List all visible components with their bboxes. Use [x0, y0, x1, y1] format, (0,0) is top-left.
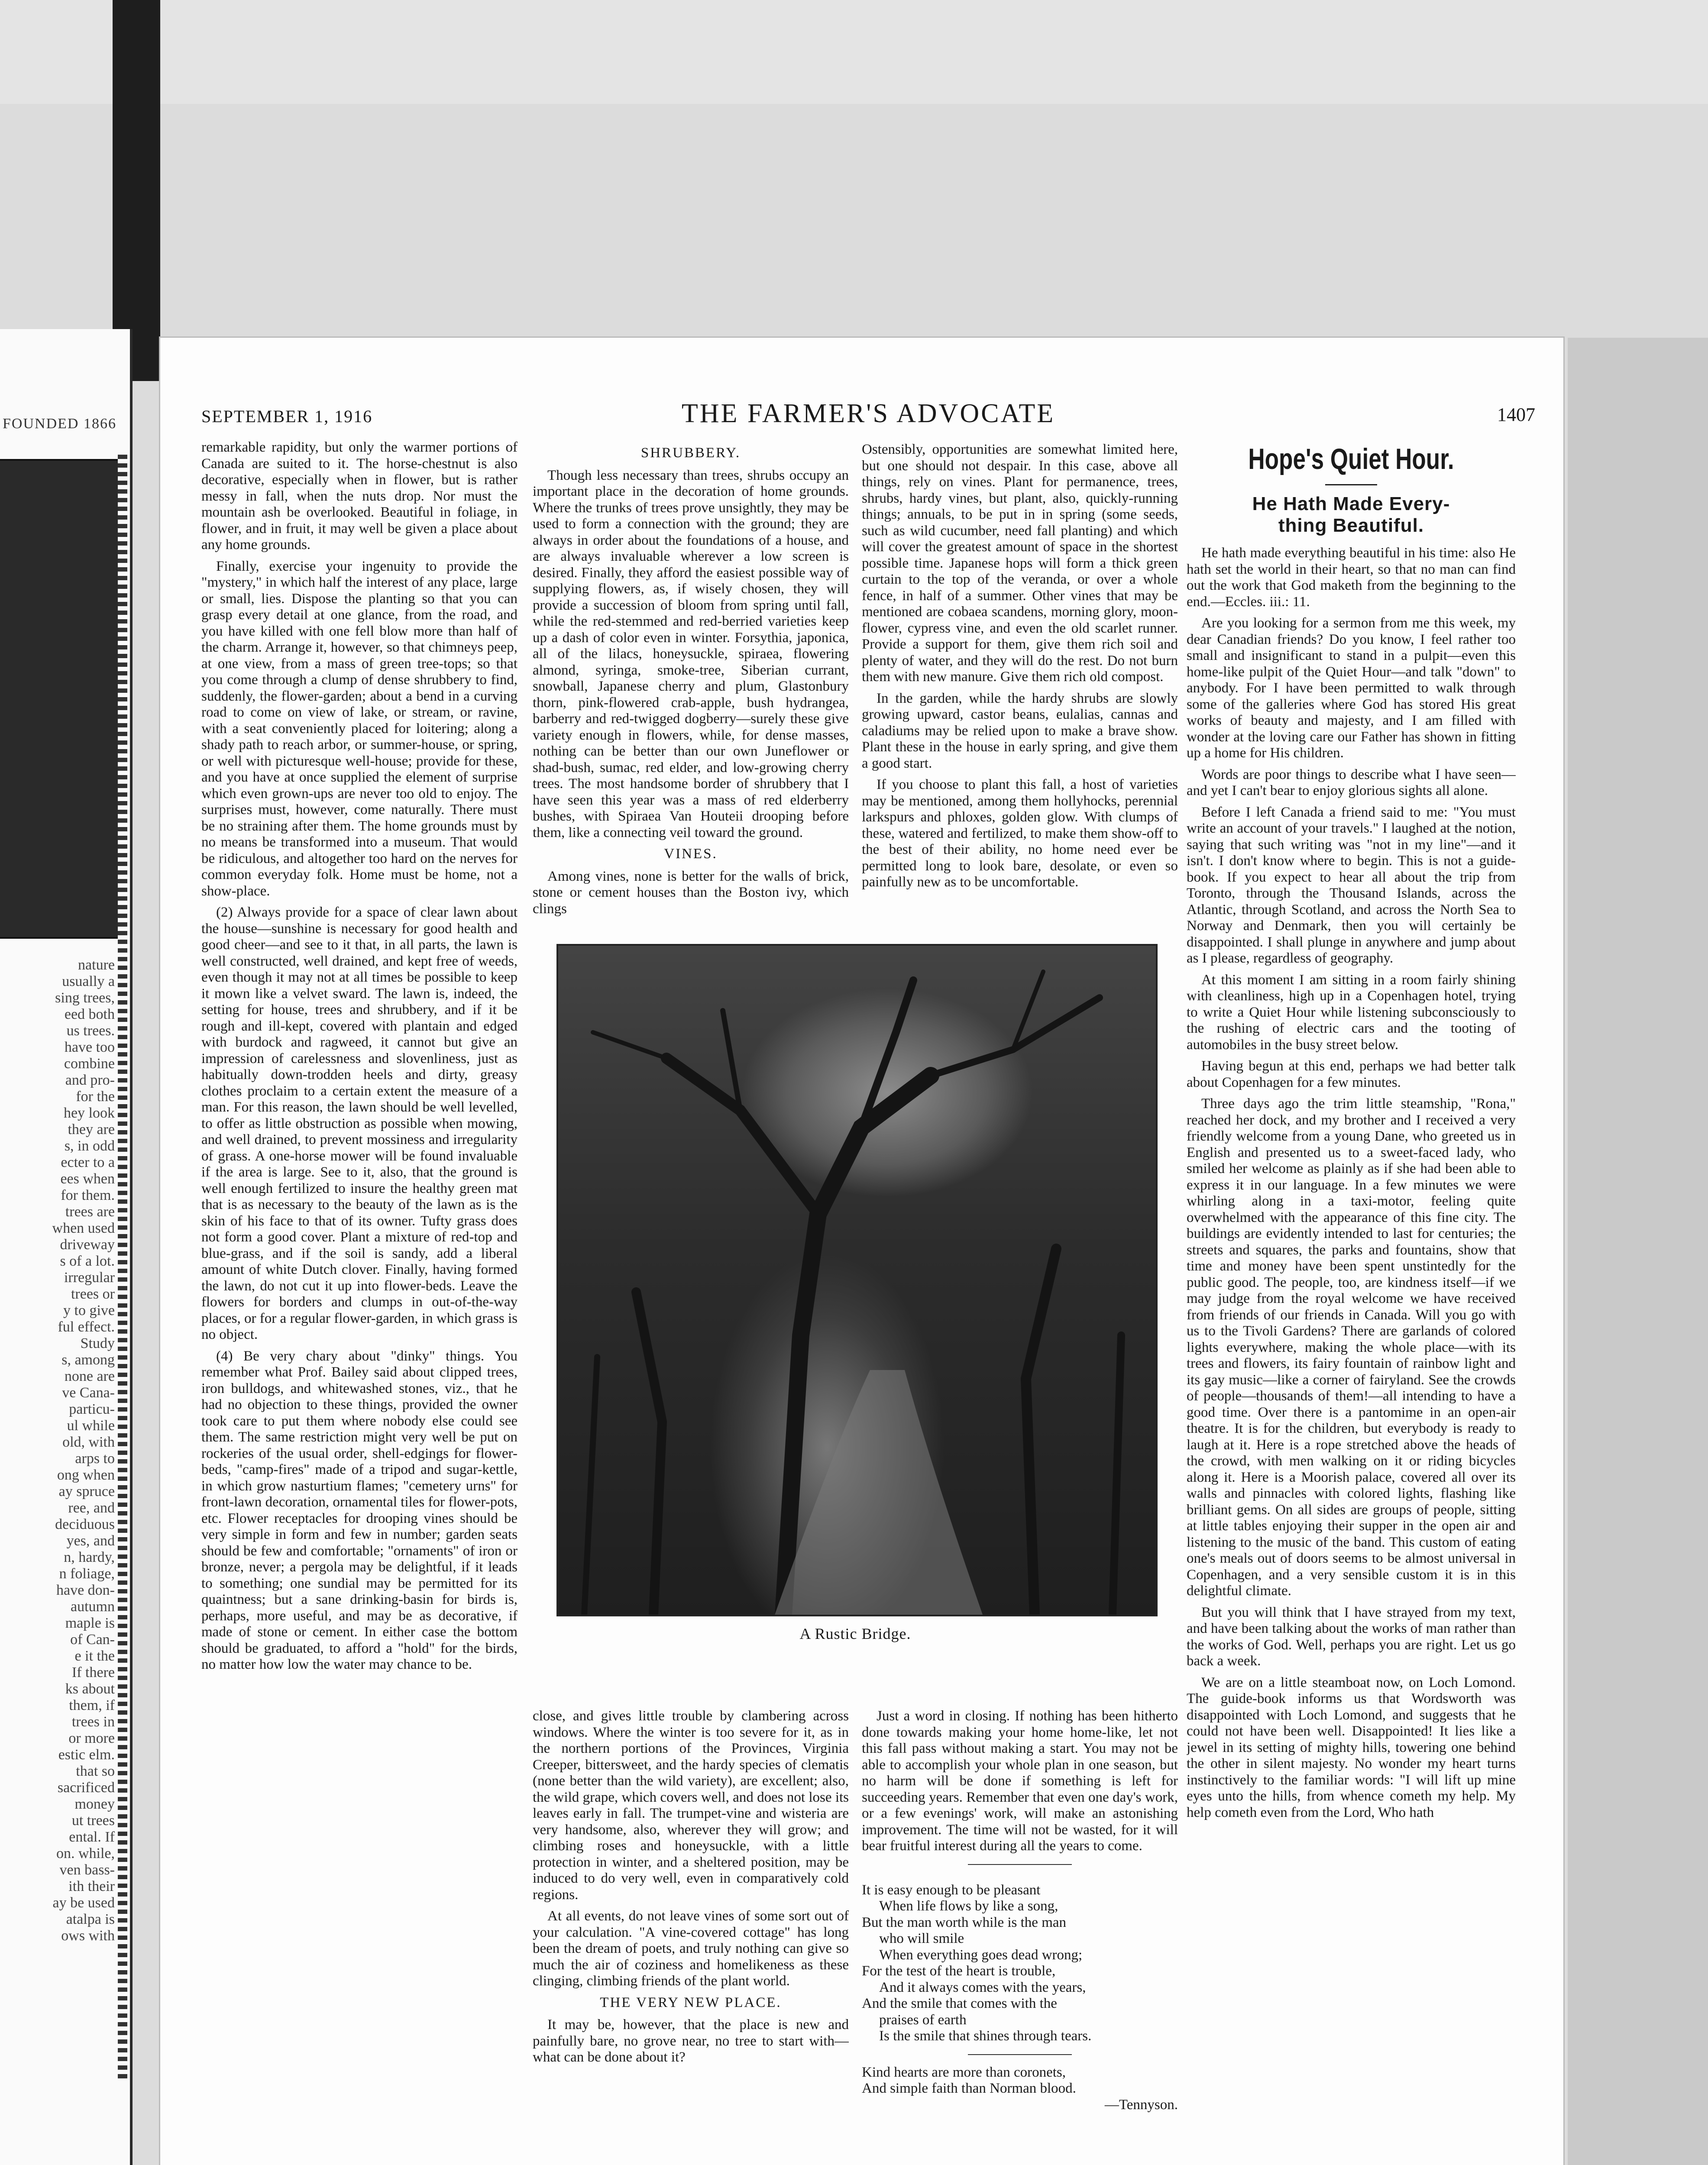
previous-page-fragment: irregular [64, 1270, 115, 1286]
paragraph: (2) Always provide for a space of clear lawn about the house—sunshine is necessary for good health and good cheer—and see to it that, in all parts, the lawn is well constructed, well drained, and kept free of weeds, even though it may not at all times be possible to keep it mown like a velvet sward. The lawn is, indeed, the setting for house, trees and shrubbery, and if it be rough and ill-kept, covered with plantain and edged with burdock and ragweed, it cannot but give an impression of carelessness and slovenliness, just as habitually down-trodden heels and dirty, greasy clothes proclaim to a certain extent the measure of a man. For this reason, the lawn should be well levelled, to offer as little obstruction as possible when mowing, and well drained, to prevent mossiness and irregularity of grass. A one-horse mower will be found invaluable if the area is large. See to it, also, that the ground is well enough fertilized to insure the healthy green mat that is as necessary to the beauty of the lawn as is the skin of his face to that of its owner. Tufty grass does not form a good cover. Plant a mixture of red-top and blue-grass, and if the soil is sandy, add a liberal amount of white Dutch clover. Finally, having formed the lawn, do not cut it up into flower-beds. Leave the flowers for borders and clumps in out-of-the-way places, or for a regular flower-garden, in which grass is no object. [201, 905, 518, 1342]
film-frame-top [0, 0, 1708, 104]
paragraph: (4) Be very chary about "dinky" things. You remember what Prof. Bailey said about clipped trees, iron bulldogs, and whitewashed stones, viz., that he had no objection to these things, provided the owner took care to put them where nobody else could see them. The same restriction might very well be put on rockeries of the usual order, shell-edgings for flower-beds, "camp-fires" made of a tripod and sugar-kettle, in which grow nasturtium flames; "cemetery urns" for front-lawn decoration, ornamental tiles for flower-pots, etc. Flower receptacles for drooping vines should be very simple in form and few in number; garden seats should be few and comfortable; "ornaments" of iron or bronze, never; a pergola may be delightful, if it leads to something; one sundial may be permitted for its quaintness; but a sane drinking-basin for birds is, perhaps, more useful, and may be as decorative, if made of stone or cement. In either case the bottom should be graduated, to afford a "hold" for the birds, no matter how low the water may chance to be. [201, 1348, 518, 1672]
previous-page-fragment: ows with [61, 1928, 115, 1944]
poem-pleasant [862, 1882, 1178, 2045]
poem-line: For the test of the heart is trouble, [862, 1963, 1056, 1979]
previous-page-fragment: none are [64, 1368, 115, 1384]
previous-page-fragment: they are [68, 1121, 115, 1137]
previous-page-fragment: estic elm. [58, 1747, 115, 1763]
paragraph: Are you looking for a sermon from me this week, my dear Canadian friends? Do you know, I feel rather too small and insignificant to stand in a pulpit—even this home-like pulpit of the Quiet Hour—and talk "down" to anybody. For I have been permitted to walk through some of the galleries where God has stored His great works of beauty and majesty, and I am filled with wonder at the loving care our Father has shown in fitting up a home for His children. [1187, 615, 1516, 761]
running-head [201, 398, 1535, 429]
previous-page-fragment: ental. If [69, 1829, 115, 1845]
previous-page-fragment: s, among [61, 1352, 115, 1368]
paragraph: Though less necessary than trees, shrubs occupy an important place in the decoration of home grounds. Where the trunks of trees prove unsightly, they may be used to form a connection with the ground; they are always in order about the foundations of a house, and are always invaluable wherever a low screen is desired. Finally, they afford the easiest possible way of supplying flowers, as, if wisely chosen, they will provide a succession of bloom from spring until fall, while the red-stemmed and red-berried varieties keep up a dash of color even in winter. Forsythia, japonica, all of the lilacs, honeysuckle, spiraea, flowering almond, syringa, smoke-tree, Siberian currant, snowball, Japanese cherry and plum, Glastonbury thorn, pink-flowered crab-apple, bush hydrangea, barberry and red-twigged dogberry—surely these give variety enough in flowers, while, for dense masses, nothing can be better than our own Juneflower or shad-bush, sumac, red elder, and low-growing cherry trees. The most handsome border of shrubbery that I have seen this year was a mass of red elderberry bushes, with Spiraea Van Houteii drooping before them, like a connecting veil toward the ground. [533, 467, 849, 840]
previous-page-fragment: s of a lot. [60, 1253, 115, 1269]
previous-page-fragment: combine [64, 1056, 115, 1072]
poem-line: When everything goes dead wrong; [879, 1947, 1083, 1963]
rustic-bridge-photo [556, 944, 1158, 1616]
previous-page-fragment: money [74, 1796, 115, 1812]
previous-page-fragment: ks about [65, 1681, 115, 1697]
previous-page-fragment: deciduous [55, 1516, 115, 1532]
previous-page-fragment: ay be used [52, 1895, 115, 1911]
previous-page [0, 329, 133, 2165]
hopes-quiet-hour-title: Hope's Quiet Hour. [1248, 443, 1454, 475]
section-heading-shrubbery: SHRUBBERY. [640, 445, 741, 461]
column-2 [533, 442, 849, 927]
previous-page-fragment: hey look [63, 1105, 115, 1121]
previous-page-folio: FOUNDED 1866 [3, 416, 116, 432]
previous-page-fragment: autumn [71, 1599, 115, 1615]
previous-page-fragment: on. while, [56, 1845, 115, 1861]
film-edge-right [1568, 338, 1708, 2165]
paragraph: In the garden, while the hardy shrubs are slowly growing upward, castor beans, eulalias, cannas and caladiums may be relied upon to make a brave show. Plant these in the house in early spring, and give them a good start. [862, 690, 1178, 771]
poem-line: It is easy enough to be pleasant [862, 1882, 1041, 1898]
paragraph: Among vines, none is better for the walls of brick, stone or cement houses than the Boston ivy, which clings [533, 868, 849, 917]
issue-date: SEPTEMBER 1, 1916 [201, 407, 373, 426]
previous-page-fragment: ith their [68, 1878, 115, 1894]
previous-page-fragment: sacrificed [57, 1780, 115, 1796]
previous-page-fragment: ees when [60, 1171, 115, 1187]
previous-page-fragment: ve Cana- [62, 1385, 115, 1401]
previous-page-fragment: that so [76, 1763, 115, 1779]
previous-page-fragment: trees in [71, 1714, 115, 1730]
paragraph: Words are poor things to describe what I have seen—and yet I can't bear to enjoy glorious sights all alone. [1187, 766, 1516, 798]
paragraph: At all events, do not leave vines of some sort out of your calculation. "A vine-covered cottage" has long been the dream of poets, and truly nothing can give so much the air of coziness and homelikeness as these clinging, climbing friends of the plant world. [533, 1908, 849, 1989]
photo-caption: A Rustic Bridge. [799, 1625, 911, 1642]
paragraph: Before I left Canada a friend said to me: "You must write an account of your travels." I laughed at the notion, saying that such writing was "not in my line"—and it isn't. I don't know where to begin. This is not a guide-book. If you expect to hear all about the trip from Toronto, through the Thousand Islands, across the Atlantic, through Scotland, and across the North Sea to Norway and Denmark, then you will certainly be disappointed. I shall plunge in anywhere and jump about as I please, regardless of geography. [1187, 804, 1516, 966]
previous-page-fragment: or more [68, 1730, 115, 1746]
previous-page-fragment: arps to [75, 1451, 115, 1467]
previous-page-fragment: driveway [60, 1237, 115, 1253]
previous-page-fragment: ree, and [68, 1500, 115, 1516]
previous-page-fragment: them, if [69, 1697, 115, 1713]
previous-page-fragment: eed both [64, 1006, 115, 1022]
previous-page-fragment: of Can- [70, 1632, 115, 1648]
paragraph: remarkable rapidity, but only the warmer portions of Canada are suited to it. The horse-chestnut is also decorative, especially when in flower, but is rather messy in fall, when the nuts drop. Nor must the mountain ash be overlooked. Beautiful in foliage, in flower, and in fruit, it may well be given a place about any home grounds. [201, 439, 518, 553]
previous-page-fragment: If there [71, 1664, 115, 1680]
page-number: 1407 [1497, 404, 1535, 425]
title-rule [1325, 484, 1377, 485]
column-2-lower [533, 1708, 849, 2133]
paragraph: Three days ago the trim little steamship, "Rona," reached her dock, and my brother and I received a very friendly welcome from a young Dane, who greeted us in English and presented us to a sweet-faced lady, who smiled her welcome as plainly as if she had been able to express it in our language. In a few minutes we were whirling along in a taxi-motor, feeling quite overwhelmed with the appearance of this fine city. The buildings are evidently intended to last for centuries; the streets and squares, the parks and fountains, show that time and money have been spent unstintedly for the public good. The people, too, are kindness itself—if we may judge from the royal welcome we have received from friends of our friends in Canada. Will you go with us to the Tivoli Gardens? There are garlands of colored lights everywhere, making the whole place—with its trees and flowers, its fairy fountain of rainbow light and its gay music—like a corner of fairyland. See the crowds of people—thousands of them!—all intending to have a good time. Over there is a pantomime in an open-air theatre. It is for the children, but everybody is ready to laugh at it. Here is a rope stretched above the heads of the crowd, with men walking on it or riding bicycles along it. Here is a Moorish palace, covered all over its walls and pinnacles with colored lights, flashing like brilliant gems. On all sides are groups of people, sitting at little tables enjoying their supper in the open air and listening to the music of the band. This custom of eating one's meals out of doors seems to be almost universal in Copenhagen, and a very sensible custom it is in this delightful climate. [1187, 1096, 1516, 1599]
poem-line: Is the smile that shines through tears. [879, 2028, 1092, 2044]
previous-page-fragment: atalpa is [66, 1911, 115, 1927]
previous-page-photo [0, 459, 120, 939]
publication-title: THE FARMER'S ADVOCATE [681, 399, 1055, 428]
previous-page-fragment: n foliage, [59, 1566, 115, 1582]
previous-page-fragment: Study [80, 1335, 115, 1351]
previous-page-fragment: usually a [62, 973, 115, 989]
section-heading-new-place: THE VERY NEW PLACE. [600, 1994, 782, 2010]
column-3-lower [862, 1708, 1178, 2133]
paragraph: close, and gives little trouble by clambering across windows. Where the winter is too severe for it, as in the northern portions of the Provinces, Virginia Creeper, bittersweet, and the hardy species of clematis (none better than the wild variety), are excellent; also, the wild grape, which covers well, and does not lose its leaves early in fall. The trumpet-vine and wisteria are very handsome, also, wherever they will grow; and climbing roses and honeysuckle, with a little protection in winter, and a sheltered position, may be induced to do very well, even in comparatively cold regions. [533, 1708, 849, 1903]
poem-line: And simple faith than Norman blood. [862, 2081, 1076, 2096]
sermon-title [1187, 493, 1516, 536]
paragraph: Ostensibly, opportunities are somewhat limited here, but one should not despair. In this case, above all things, rely on vines. Plant for permanence, trees, shrubs, hardy vines, but plant, also, quickly-running things; annuals, to be put in in spring (some seeds, such as wild cucumber, need fall planting) and which will cover the greatest amount of space in the shortest possible time. Japanese hops will form a thick green curtain to the top of the veranda, or over a whole fence, in half of a summer. Other vines that may be mentioned are cobaea scandens, morning glory, moon-flower, cypress vine, and even the old scarlet runner. Provide a support for them, give them rich soil and plenty of water, and they will do the rest. Do not burn them with new manure. Give them rich old compost. [862, 442, 1178, 685]
column-3 [862, 442, 1178, 927]
previous-page-fragment: sing trees, [55, 990, 115, 1006]
poem-tennyson [862, 2065, 1178, 2113]
sermon-title-line: He Hath Made Every- [1252, 493, 1450, 514]
previous-page-text [4, 957, 115, 1944]
previous-page-border [118, 455, 127, 2083]
divider [968, 1864, 1072, 1865]
sermon-title-line: thing Beautiful. [1278, 515, 1424, 536]
previous-page-fragment: ong when [57, 1467, 115, 1483]
previous-page-fragment: have too [64, 1039, 115, 1055]
poem-line: Kind hearts are more than coronets, [862, 2064, 1066, 2080]
previous-page-fragment: ay spruce [58, 1483, 115, 1499]
divider [968, 2054, 1072, 2055]
paragraph: But you will think that I have strayed from my text, and have been talking about the works of man rather than the works of God. Well, perhaps you are right. Let us go back a week. [1187, 1604, 1516, 1669]
poem-line: who will smile [879, 1931, 964, 1946]
paragraph: At this moment I am sitting in a room fairly shining with cleanliness, high up in a Copenhagen hotel, trying to write a Quiet Hour while listening subconsciously to the rushing of electric cars and the tooting of automobiles in the busy street below. [1187, 972, 1516, 1053]
paragraph: Finally, exercise your ingenuity to provide the "mystery," in which half the interest of any place, large or small, lies. Dispose the planting so that you can grasp every detail at one glance, from the road, and you have killed with one fell blow more than half of the charm. Arrange it, however, so that chimneys peep, at one view, from a mass of green tree-tops; so that you come through a clump of dense shrubbery to find, suddenly, the flower-garden; about a bend in a curving road to come on view of lake, or stream, or ravine, with a seat conveniently placed for loitering; along a shady path to reach arbor, or summer-house, or spring, or well with picturesque well-house; provide for these, and you have at once supplied the element of surprise which even grown-ups are never too old to enjoy. The surprises must, however, come naturally. There must be no straining after them. The home grounds must by no means be transformed into a museum. That would be ridiculous, and altogether too hard on the nerves for common everyday folk. Home must be home, not a show-place. [201, 558, 518, 899]
previous-page-fragment: y to give [63, 1302, 115, 1318]
previous-page-fragment: trees are [65, 1204, 115, 1220]
previous-page-fragment: ul while [67, 1418, 115, 1434]
previous-page-fragment: yes, and [66, 1533, 115, 1549]
scripture-text: He hath made everything beautiful in his time: also He hath set the world in their heart, so that no man can find out the work that God maketh from the beginning to the end.—Eccles. iii.: 11. [1187, 545, 1516, 610]
previous-page-fragment: ut trees [71, 1813, 115, 1829]
paragraph: If you choose to plant this fall, a host of varieties may be mentioned, among them hollyhocks, perennial larkspurs and phloxes, golden glow. With clumps of these, watered and fertilized, to make them show-off to the best of their ability, no home need ever be permitted long to look bare, desolate, or even so painfully new as to be uncomfortable. [862, 777, 1178, 890]
previous-page-fragment: have don- [56, 1582, 115, 1598]
tree-silhouette-illustration [558, 946, 1156, 1615]
previous-page-fragment: n, hardy, [64, 1549, 115, 1565]
previous-page-fragment: maple is [65, 1615, 115, 1631]
column-1 [201, 439, 518, 2128]
previous-page-fragment: nature [78, 957, 115, 973]
poem-line: When life flows by like a song, [879, 1898, 1058, 1914]
previous-page-fragment: and pro- [65, 1072, 115, 1088]
previous-page-fragment: ven bass- [59, 1862, 115, 1878]
poem-line: And the smile that comes with the [862, 1996, 1057, 2011]
column-4-hopes-quiet-hour [1187, 442, 1516, 2130]
poem-line: And it always comes with the years, [879, 1979, 1086, 1995]
paragraph: It may be, however, that the place is new and painfully bare, no grove near, no tree to start with—what can be done about it? [533, 2017, 849, 2065]
previous-page-fragment: for them. [61, 1187, 115, 1203]
paragraph: We are on a little steamboat now, on Loch Lomond. The guide-book informs us that Wordsworth was disappointed with Loch Lomond, and suggests that he could not have been well. Disappointed! It lies like a jewel in its setting of mighty hills, towering one behind the other in silent majesty. No wonder my heart turns instinctively to the familiar words: "I will lift up mine eyes unto the hills, from whence cometh my help. My help cometh even from the Lord, Who hath [1187, 1674, 1516, 1820]
binding-shadow [113, 0, 160, 381]
previous-page-fragment: s, in odd [64, 1138, 115, 1154]
previous-page-fragment: when used [52, 1220, 115, 1236]
previous-page-fragment: for the [76, 1089, 115, 1105]
poem-line: But the man worth while is the man [862, 1914, 1067, 1930]
previous-page-fragment: ful effect. [58, 1319, 115, 1335]
previous-page-fragment: ecter to a [61, 1154, 115, 1170]
previous-page-fragment: e it the [74, 1648, 115, 1664]
previous-page-fragment: trees or [71, 1286, 115, 1302]
previous-page-fragment: us trees. [66, 1023, 115, 1039]
paragraph: Having begun at this end, perhaps we had better talk about Copenhagen for a few minutes. [1187, 1058, 1516, 1090]
section-heading-vines: VINES. [664, 846, 718, 862]
poem-attribution: —Tennyson. [1104, 2097, 1178, 2113]
paragraph: Just a word in closing. If nothing has been hitherto done towards making your home home-like, let not this fall pass without making a start. You may not be able to accomplish your whole plan in one season, but no harm will be done if something is left for succeeding years. Remember that even one day's work, or a few evenings' work, will make an astonishing improvement. The time will not be wasted, for it will bear fruitful interest during all the years to come. [862, 1708, 1178, 1854]
poem-line: praises of earth [879, 2012, 967, 2028]
previous-page-fragment: old, with [62, 1434, 115, 1450]
previous-page-fragment: particu- [69, 1401, 115, 1417]
newspaper-page [160, 338, 1563, 2165]
